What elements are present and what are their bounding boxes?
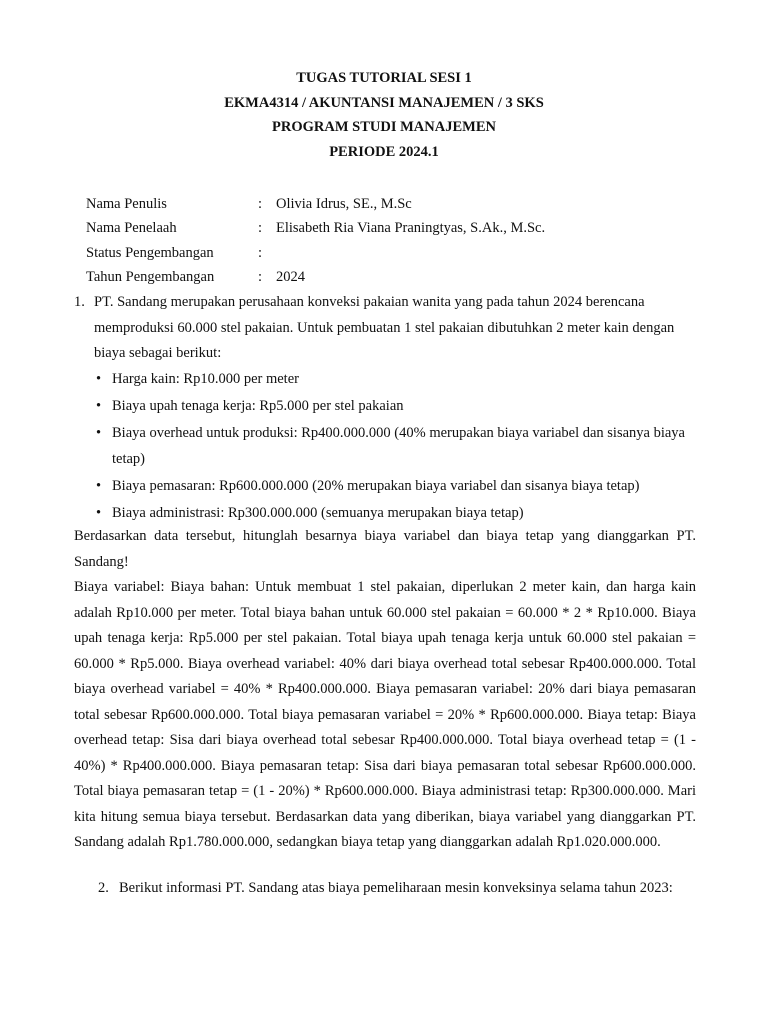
meta-row-reviewer	[86, 216, 545, 240]
meta-label: Nama Penulis	[86, 196, 167, 212]
question-2	[98, 876, 688, 902]
meta-colon: :	[258, 196, 263, 212]
question-1-body	[74, 524, 696, 856]
header-title: TUGAS TUTORIAL SESI 1	[296, 70, 472, 86]
header-course: EKMA4314 / AKUNTANSI MANAJEMEN / 3 SKS	[224, 94, 544, 111]
question-1-prompt: Berdasarkan data tersebut, hitunglah besarnya biaya variabel dan biaya tetap yang dianggarkan PT. Sandang!	[74, 528, 696, 570]
meta-colon: :	[258, 268, 263, 285]
list-item: • Biaya pemasaran: Rp600.000.000 (20% merupakan biaya variabel dan sisanya biaya tetap)	[96, 473, 696, 499]
question-1	[74, 290, 694, 367]
question-number: 1.	[74, 294, 85, 310]
document-header	[0, 66, 768, 164]
meta-colon: :	[258, 244, 263, 261]
list-item: • Biaya overhead untuk produksi: Rp400.000.000 (40% merupakan biaya variabel dan sisanya biaya tetap)	[96, 420, 696, 472]
meta-value: Olivia Idrus, SE., M.Sc	[276, 196, 412, 212]
meta-label: Nama Penelaah	[86, 220, 177, 237]
meta-label: Status Pengembangan	[86, 244, 214, 261]
list-item: • Biaya upah tenaga kerja: Rp5.000 per stel pakaian	[96, 393, 696, 419]
meta-row-status	[86, 241, 545, 265]
header-program: PROGRAM STUDI MANAJEMEN	[272, 119, 496, 135]
meta-row-year	[86, 265, 545, 289]
question-number: 2.	[98, 880, 109, 896]
question-1-answer: Biaya variabel: Biaya bahan: Untuk membuat 1 stel pakaian, diperlukan 2 meter kain, dan harga kain adalah Rp10.000 per meter. Total biaya bahan untuk 60.000 stel pakaian = 60.000 * 2 * Rp10.000. Biaya upah tenaga kerja: Rp5.000 per stel pakaian. Total biaya upah tenaga kerja untuk 60.000 stel pakaian = 60.000 * Rp5.000. Biaya overhead variabel: 40% dari biaya overhead total sebesar Rp400.000.000. Total biaya overhead variabel = 40% * Rp400.000.000. Biaya pemasaran variabel: 20% dari biaya pemasaran total sebesar Rp600.000.000. Total biaya pemasaran variabel = 20% * Rp600.000.000. Biaya tetap: Biaya overhead tetap: Sisa dari biaya overhead total sebesar Rp400.000.000. Total biaya overhead tetap = (1 - 40%) * Rp400.000.000. Biaya pemasaran tetap: Sisa dari biaya pemasaran total sebesar Rp600.000.000. Total biaya pemasaran tetap = (1 - 20%) * Rp600.000.000. Biaya administrasi tetap: Rp300.000.000. Mari kita hitung semua biaya tersebut. Berdasarkan data yang diberikan, biaya variabel yang dianggarkan PT. Sandang adalah Rp1.780.000.000, sedangkan biaya tetap yang dianggarkan adalah Rp1.020.000.000.	[74, 579, 696, 850]
list-item: • Harga kain: Rp10.000 per meter	[96, 366, 696, 392]
meta-value: 2024	[276, 268, 305, 285]
question-1-intro: PT. Sandang merupakan perusahaan konveksi pakaian wanita yang pada tahun 2024 berencana memproduksi 60.000 stel pakaian. Untuk pembuatan 1 stel pakaian dibutuhkan 2 meter kain dengan biaya sebagai berikut:	[94, 294, 675, 361]
list-item: • Biaya administrasi: Rp300.000.000 (semuanya merupakan biaya tetap)	[96, 500, 696, 526]
question-2-intro: Berikut informasi PT. Sandang atas biaya pemeliharaan mesin konveksinya selama tahun 2023:	[119, 880, 673, 896]
cost-list	[96, 366, 696, 527]
meta-row-author	[86, 192, 545, 216]
meta-value: Elisabeth Ria Viana Praningtyas, S.Ak., M.Sc.	[276, 220, 546, 237]
author-info	[86, 192, 545, 289]
meta-colon: :	[258, 220, 263, 237]
meta-label: Tahun Pengembangan	[86, 268, 215, 285]
header-period: PERIODE 2024.1	[329, 143, 439, 160]
